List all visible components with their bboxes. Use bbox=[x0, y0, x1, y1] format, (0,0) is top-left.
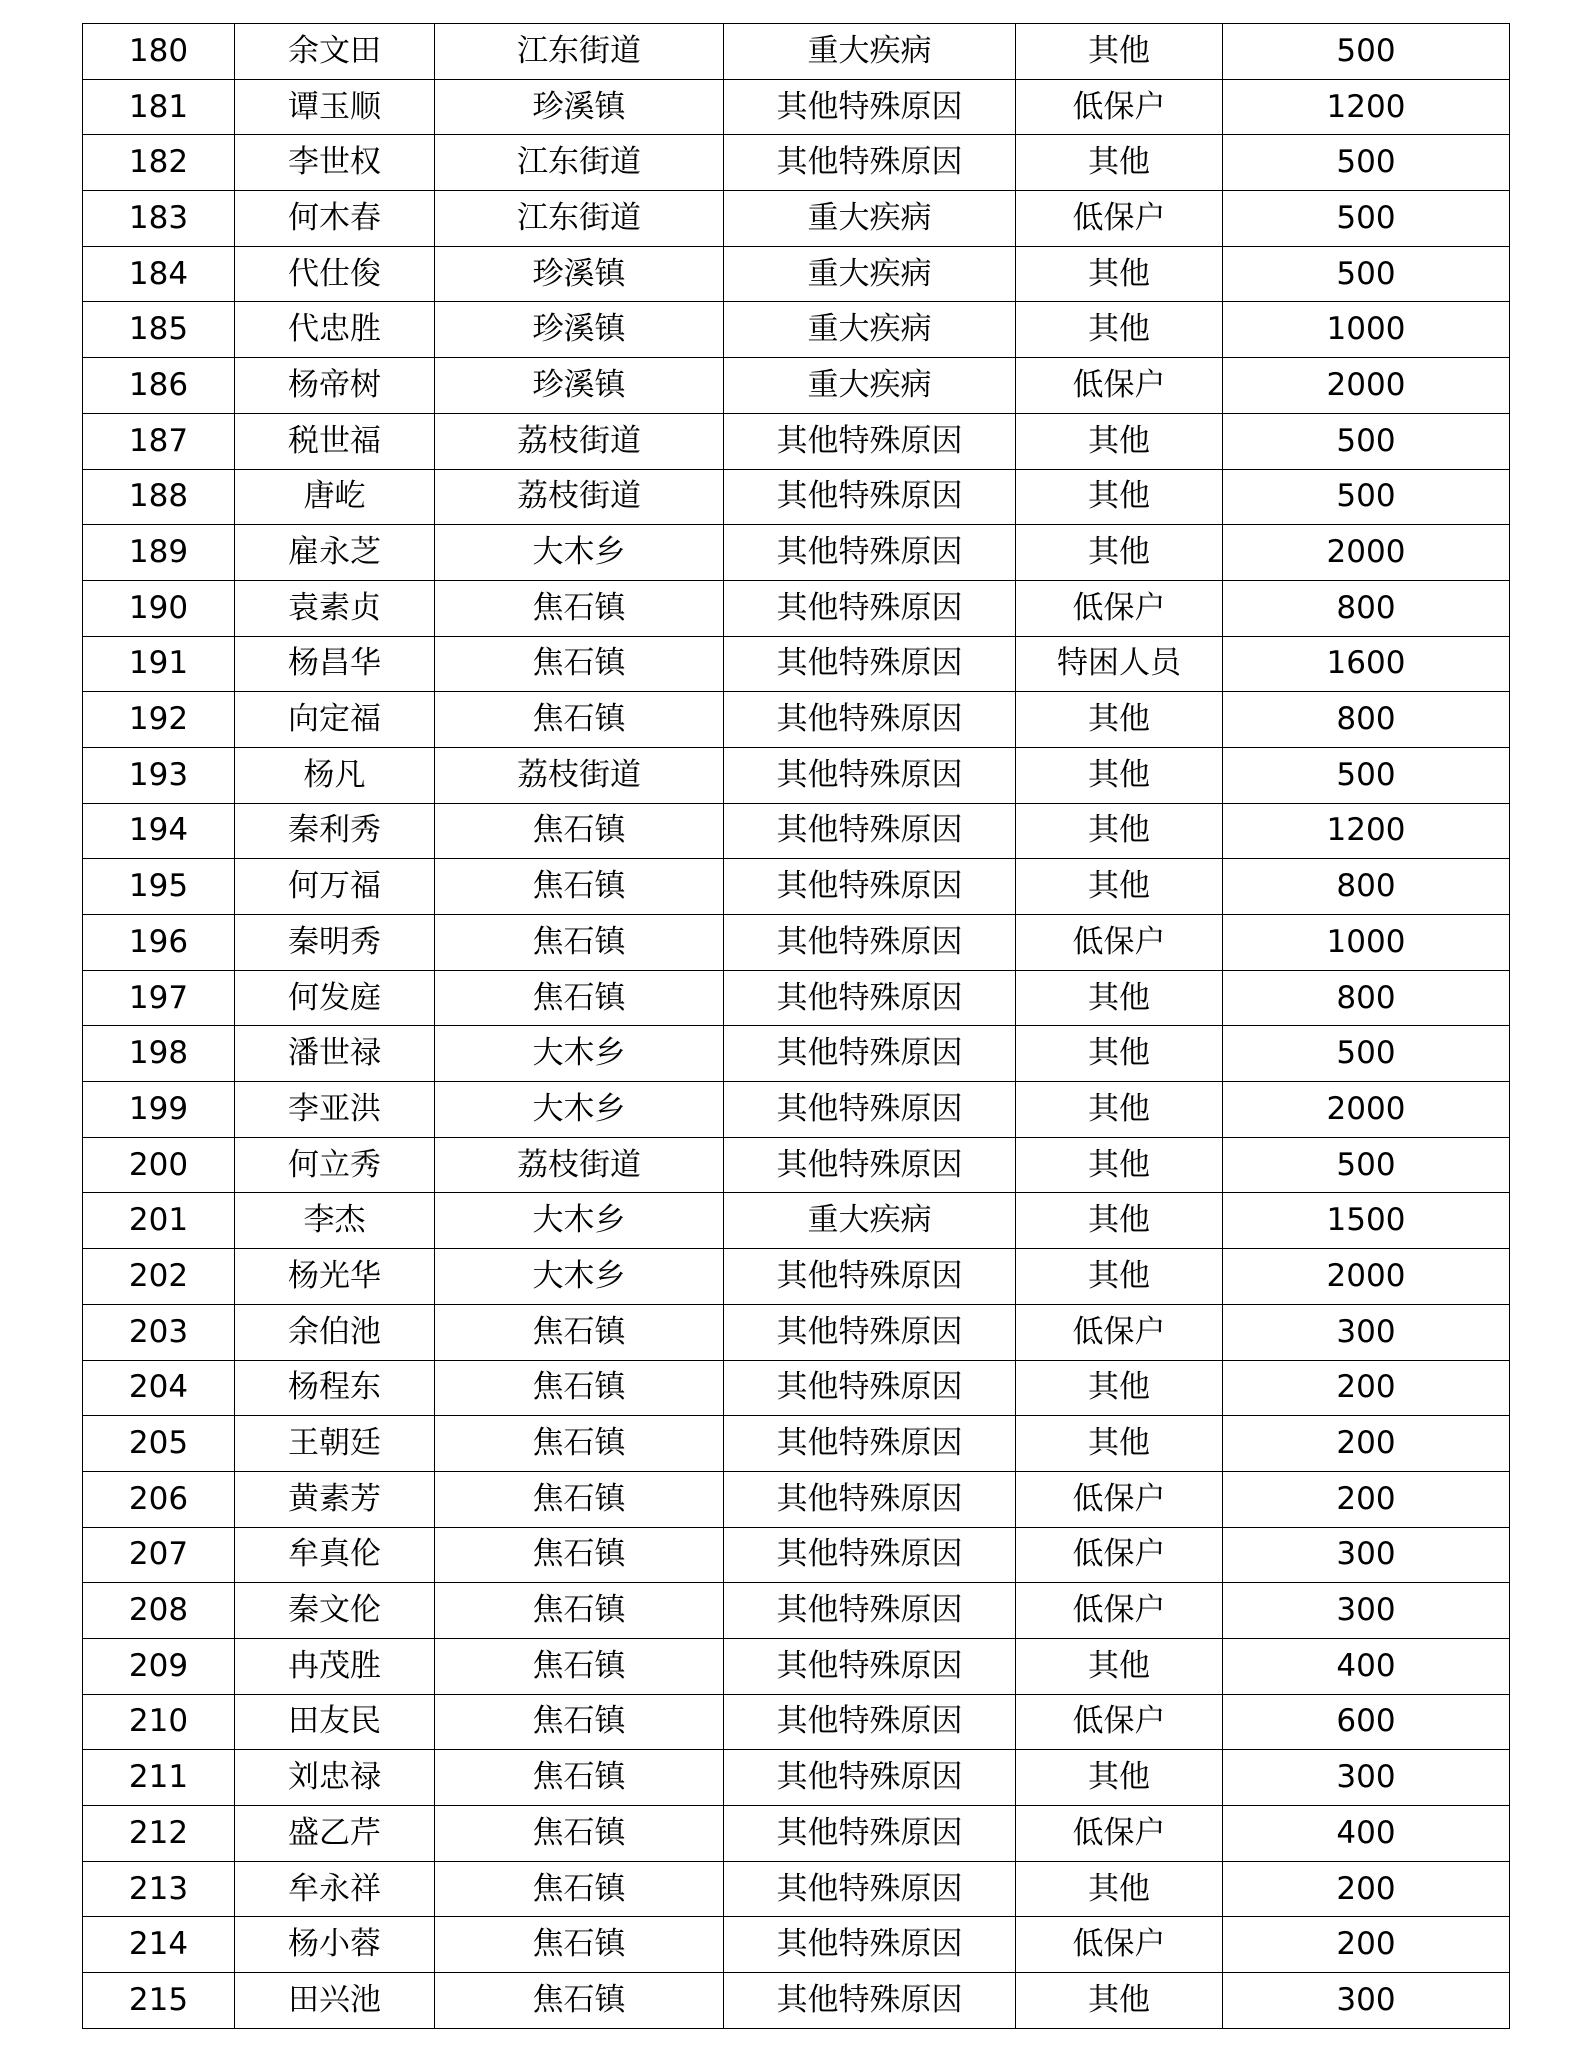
cell-reason: 其他特殊原因 bbox=[724, 1861, 1016, 1917]
cell-area: 焦石镇 bbox=[435, 970, 724, 1026]
cell-amount: 500 bbox=[1223, 469, 1510, 525]
table-row bbox=[83, 1249, 1510, 1305]
table-row bbox=[83, 1638, 1510, 1694]
cell-reason: 其他特殊原因 bbox=[724, 580, 1016, 636]
cell-number: 186 bbox=[83, 358, 235, 414]
cell-category: 其他 bbox=[1016, 747, 1223, 803]
cell-name: 王朝廷 bbox=[235, 1416, 435, 1472]
cell-number: 182 bbox=[83, 135, 235, 191]
cell-category: 其他 bbox=[1016, 246, 1223, 302]
cell-amount: 500 bbox=[1223, 135, 1510, 191]
table-row bbox=[83, 580, 1510, 636]
cell-amount: 2000 bbox=[1223, 358, 1510, 414]
table-row bbox=[83, 1137, 1510, 1193]
cell-reason: 其他特殊原因 bbox=[724, 970, 1016, 1026]
cell-reason: 其他特殊原因 bbox=[724, 1527, 1016, 1583]
cell-reason: 重大疾病 bbox=[724, 246, 1016, 302]
cell-amount: 300 bbox=[1223, 1527, 1510, 1583]
cell-name: 何发庭 bbox=[235, 970, 435, 1026]
cell-area: 焦石镇 bbox=[435, 692, 724, 748]
cell-area: 焦石镇 bbox=[435, 803, 724, 859]
table-row bbox=[83, 1583, 1510, 1639]
cell-name: 杨昌华 bbox=[235, 636, 435, 692]
table-row bbox=[83, 1304, 1510, 1360]
cell-amount: 800 bbox=[1223, 692, 1510, 748]
cell-amount: 800 bbox=[1223, 580, 1510, 636]
cell-area: 珍溪镇 bbox=[435, 79, 724, 135]
cell-name: 杨小蓉 bbox=[235, 1917, 435, 1973]
cell-reason: 其他特殊原因 bbox=[724, 636, 1016, 692]
cell-category: 低保户 bbox=[1016, 1806, 1223, 1862]
cell-area: 焦石镇 bbox=[435, 1304, 724, 1360]
cell-amount: 300 bbox=[1223, 1973, 1510, 2029]
cell-amount: 1000 bbox=[1223, 915, 1510, 971]
cell-amount: 1200 bbox=[1223, 79, 1510, 135]
cell-category: 低保户 bbox=[1016, 580, 1223, 636]
cell-reason: 重大疾病 bbox=[724, 1193, 1016, 1249]
cell-category: 其他 bbox=[1016, 1750, 1223, 1806]
cell-area: 大木乡 bbox=[435, 1193, 724, 1249]
cell-number: 210 bbox=[83, 1694, 235, 1750]
cell-name: 谭玉顺 bbox=[235, 79, 435, 135]
cell-amount: 300 bbox=[1223, 1583, 1510, 1639]
cell-number: 204 bbox=[83, 1360, 235, 1416]
table-row bbox=[83, 970, 1510, 1026]
cell-category: 其他 bbox=[1016, 1861, 1223, 1917]
cell-amount: 800 bbox=[1223, 970, 1510, 1026]
cell-number: 209 bbox=[83, 1638, 235, 1694]
cell-reason: 其他特殊原因 bbox=[724, 1082, 1016, 1138]
cell-number: 189 bbox=[83, 525, 235, 581]
cell-area: 荔枝街道 bbox=[435, 413, 724, 469]
cell-category: 低保户 bbox=[1016, 358, 1223, 414]
cell-reason: 其他特殊原因 bbox=[724, 915, 1016, 971]
cell-area: 焦石镇 bbox=[435, 915, 724, 971]
cell-name: 黄素芳 bbox=[235, 1471, 435, 1527]
cell-category: 其他 bbox=[1016, 859, 1223, 915]
cell-number: 187 bbox=[83, 413, 235, 469]
cell-amount: 200 bbox=[1223, 1416, 1510, 1472]
cell-name: 雇永芝 bbox=[235, 525, 435, 581]
cell-amount: 500 bbox=[1223, 246, 1510, 302]
cell-amount: 200 bbox=[1223, 1861, 1510, 1917]
table-row bbox=[83, 191, 1510, 247]
cell-amount: 600 bbox=[1223, 1694, 1510, 1750]
cell-name: 李亚洪 bbox=[235, 1082, 435, 1138]
cell-area: 珍溪镇 bbox=[435, 246, 724, 302]
cell-name: 代仕俊 bbox=[235, 246, 435, 302]
cell-area: 珍溪镇 bbox=[435, 358, 724, 414]
cell-category: 其他 bbox=[1016, 1193, 1223, 1249]
cell-category: 低保户 bbox=[1016, 1583, 1223, 1639]
relief-table bbox=[82, 23, 1510, 2029]
cell-number: 184 bbox=[83, 246, 235, 302]
cell-amount: 500 bbox=[1223, 24, 1510, 80]
cell-category: 其他 bbox=[1016, 1249, 1223, 1305]
cell-area: 江东街道 bbox=[435, 191, 724, 247]
table-row bbox=[83, 24, 1510, 80]
cell-reason: 其他特殊原因 bbox=[724, 1694, 1016, 1750]
cell-name: 杨光华 bbox=[235, 1249, 435, 1305]
cell-number: 206 bbox=[83, 1471, 235, 1527]
cell-number: 188 bbox=[83, 469, 235, 525]
cell-category: 其他 bbox=[1016, 469, 1223, 525]
cell-reason: 重大疾病 bbox=[724, 358, 1016, 414]
cell-number: 191 bbox=[83, 636, 235, 692]
cell-area: 江东街道 bbox=[435, 135, 724, 191]
table-row bbox=[83, 525, 1510, 581]
cell-number: 197 bbox=[83, 970, 235, 1026]
table-row bbox=[83, 1750, 1510, 1806]
cell-reason: 其他特殊原因 bbox=[724, 1583, 1016, 1639]
cell-area: 焦石镇 bbox=[435, 1471, 724, 1527]
cell-category: 低保户 bbox=[1016, 915, 1223, 971]
cell-area: 荔枝街道 bbox=[435, 747, 724, 803]
cell-amount: 1600 bbox=[1223, 636, 1510, 692]
table-row bbox=[83, 302, 1510, 358]
cell-name: 杨程东 bbox=[235, 1360, 435, 1416]
table-row bbox=[83, 358, 1510, 414]
cell-name: 税世福 bbox=[235, 413, 435, 469]
cell-area: 焦石镇 bbox=[435, 859, 724, 915]
cell-reason: 重大疾病 bbox=[724, 24, 1016, 80]
cell-name: 田友民 bbox=[235, 1694, 435, 1750]
table-row bbox=[83, 692, 1510, 748]
cell-name: 余伯池 bbox=[235, 1304, 435, 1360]
table-row bbox=[83, 1861, 1510, 1917]
cell-area: 珍溪镇 bbox=[435, 302, 724, 358]
table-row bbox=[83, 1973, 1510, 2029]
table-row bbox=[83, 1694, 1510, 1750]
cell-name: 田兴池 bbox=[235, 1973, 435, 2029]
cell-amount: 800 bbox=[1223, 859, 1510, 915]
cell-area: 焦石镇 bbox=[435, 1694, 724, 1750]
cell-reason: 其他特殊原因 bbox=[724, 1416, 1016, 1472]
cell-number: 183 bbox=[83, 191, 235, 247]
cell-number: 211 bbox=[83, 1750, 235, 1806]
cell-reason: 其他特殊原因 bbox=[724, 1471, 1016, 1527]
cell-number: 213 bbox=[83, 1861, 235, 1917]
cell-name: 盛乙芹 bbox=[235, 1806, 435, 1862]
cell-reason: 其他特殊原因 bbox=[724, 692, 1016, 748]
cell-area: 焦石镇 bbox=[435, 1360, 724, 1416]
cell-area: 大木乡 bbox=[435, 1026, 724, 1082]
cell-name: 牟永祥 bbox=[235, 1861, 435, 1917]
table-body bbox=[83, 24, 1510, 2029]
cell-number: 180 bbox=[83, 24, 235, 80]
cell-amount: 200 bbox=[1223, 1917, 1510, 1973]
table-row bbox=[83, 747, 1510, 803]
cell-name: 何立秀 bbox=[235, 1137, 435, 1193]
cell-category: 低保户 bbox=[1016, 1304, 1223, 1360]
cell-category: 其他 bbox=[1016, 135, 1223, 191]
table-row bbox=[83, 79, 1510, 135]
cell-name: 杨帝树 bbox=[235, 358, 435, 414]
cell-area: 焦石镇 bbox=[435, 1917, 724, 1973]
cell-number: 190 bbox=[83, 580, 235, 636]
cell-name: 李杰 bbox=[235, 1193, 435, 1249]
cell-number: 207 bbox=[83, 1527, 235, 1583]
cell-number: 208 bbox=[83, 1583, 235, 1639]
cell-area: 大木乡 bbox=[435, 1082, 724, 1138]
cell-number: 194 bbox=[83, 803, 235, 859]
cell-area: 荔枝街道 bbox=[435, 1137, 724, 1193]
cell-category: 其他 bbox=[1016, 1360, 1223, 1416]
cell-number: 195 bbox=[83, 859, 235, 915]
table-row bbox=[83, 915, 1510, 971]
cell-area: 焦石镇 bbox=[435, 1861, 724, 1917]
cell-reason: 其他特殊原因 bbox=[724, 859, 1016, 915]
cell-amount: 400 bbox=[1223, 1806, 1510, 1862]
table-row bbox=[83, 135, 1510, 191]
cell-amount: 300 bbox=[1223, 1750, 1510, 1806]
cell-amount: 1000 bbox=[1223, 302, 1510, 358]
cell-name: 唐屹 bbox=[235, 469, 435, 525]
cell-area: 焦石镇 bbox=[435, 1806, 724, 1862]
cell-area: 焦石镇 bbox=[435, 1750, 724, 1806]
cell-category: 低保户 bbox=[1016, 1471, 1223, 1527]
cell-category: 其他 bbox=[1016, 1137, 1223, 1193]
cell-category: 其他 bbox=[1016, 1026, 1223, 1082]
cell-category: 其他 bbox=[1016, 1416, 1223, 1472]
cell-category: 其他 bbox=[1016, 1082, 1223, 1138]
cell-reason: 其他特殊原因 bbox=[724, 803, 1016, 859]
cell-amount: 200 bbox=[1223, 1360, 1510, 1416]
cell-number: 192 bbox=[83, 692, 235, 748]
table-row bbox=[83, 1471, 1510, 1527]
table-row bbox=[83, 859, 1510, 915]
cell-category: 低保户 bbox=[1016, 1917, 1223, 1973]
table-row bbox=[83, 1917, 1510, 1973]
cell-number: 196 bbox=[83, 915, 235, 971]
cell-area: 江东街道 bbox=[435, 24, 724, 80]
cell-number: 185 bbox=[83, 302, 235, 358]
cell-reason: 其他特殊原因 bbox=[724, 1137, 1016, 1193]
cell-reason: 其他特殊原因 bbox=[724, 1917, 1016, 1973]
cell-category: 低保户 bbox=[1016, 191, 1223, 247]
table-row bbox=[83, 246, 1510, 302]
cell-name: 李世权 bbox=[235, 135, 435, 191]
cell-number: 205 bbox=[83, 1416, 235, 1472]
table-row bbox=[83, 1082, 1510, 1138]
cell-number: 193 bbox=[83, 747, 235, 803]
cell-reason: 其他特殊原因 bbox=[724, 1304, 1016, 1360]
cell-reason: 其他特殊原因 bbox=[724, 747, 1016, 803]
cell-number: 200 bbox=[83, 1137, 235, 1193]
cell-name: 何万福 bbox=[235, 859, 435, 915]
cell-reason: 其他特殊原因 bbox=[724, 1973, 1016, 2029]
cell-reason: 其他特殊原因 bbox=[724, 135, 1016, 191]
cell-amount: 1200 bbox=[1223, 803, 1510, 859]
cell-area: 大木乡 bbox=[435, 525, 724, 581]
cell-reason: 其他特殊原因 bbox=[724, 413, 1016, 469]
cell-amount: 200 bbox=[1223, 1471, 1510, 1527]
cell-category: 低保户 bbox=[1016, 1694, 1223, 1750]
cell-number: 199 bbox=[83, 1082, 235, 1138]
cell-amount: 500 bbox=[1223, 191, 1510, 247]
cell-area: 荔枝街道 bbox=[435, 469, 724, 525]
cell-reason: 其他特殊原因 bbox=[724, 1249, 1016, 1305]
cell-reason: 其他特殊原因 bbox=[724, 1750, 1016, 1806]
cell-number: 198 bbox=[83, 1026, 235, 1082]
cell-reason: 重大疾病 bbox=[724, 302, 1016, 358]
cell-amount: 500 bbox=[1223, 1137, 1510, 1193]
cell-category: 其他 bbox=[1016, 302, 1223, 358]
cell-number: 181 bbox=[83, 79, 235, 135]
cell-category: 特困人员 bbox=[1016, 636, 1223, 692]
cell-category: 其他 bbox=[1016, 803, 1223, 859]
cell-reason: 重大疾病 bbox=[724, 191, 1016, 247]
cell-area: 焦石镇 bbox=[435, 1527, 724, 1583]
cell-reason: 其他特殊原因 bbox=[724, 1638, 1016, 1694]
table-row bbox=[83, 1026, 1510, 1082]
table-row bbox=[83, 636, 1510, 692]
cell-number: 203 bbox=[83, 1304, 235, 1360]
cell-name: 秦明秀 bbox=[235, 915, 435, 971]
cell-area: 焦石镇 bbox=[435, 1638, 724, 1694]
table-row bbox=[83, 803, 1510, 859]
cell-name: 冉茂胜 bbox=[235, 1638, 435, 1694]
cell-area: 焦石镇 bbox=[435, 1973, 724, 2029]
cell-amount: 500 bbox=[1223, 747, 1510, 803]
table-row bbox=[83, 1416, 1510, 1472]
cell-area: 焦石镇 bbox=[435, 1416, 724, 1472]
cell-number: 214 bbox=[83, 1917, 235, 1973]
cell-name: 代忠胜 bbox=[235, 302, 435, 358]
cell-area: 焦石镇 bbox=[435, 1583, 724, 1639]
cell-name: 刘忠禄 bbox=[235, 1750, 435, 1806]
cell-name: 余文田 bbox=[235, 24, 435, 80]
cell-amount: 300 bbox=[1223, 1304, 1510, 1360]
cell-area: 焦石镇 bbox=[435, 580, 724, 636]
cell-category: 低保户 bbox=[1016, 1527, 1223, 1583]
cell-name: 杨凡 bbox=[235, 747, 435, 803]
cell-number: 212 bbox=[83, 1806, 235, 1862]
cell-name: 何木春 bbox=[235, 191, 435, 247]
cell-reason: 其他特殊原因 bbox=[724, 525, 1016, 581]
cell-amount: 500 bbox=[1223, 1026, 1510, 1082]
cell-reason: 其他特殊原因 bbox=[724, 1806, 1016, 1862]
cell-category: 其他 bbox=[1016, 970, 1223, 1026]
cell-category: 其他 bbox=[1016, 24, 1223, 80]
cell-category: 低保户 bbox=[1016, 79, 1223, 135]
cell-amount: 400 bbox=[1223, 1638, 1510, 1694]
cell-amount: 2000 bbox=[1223, 1082, 1510, 1138]
table-row bbox=[83, 413, 1510, 469]
table-row bbox=[83, 1193, 1510, 1249]
cell-number: 201 bbox=[83, 1193, 235, 1249]
table-row bbox=[83, 1527, 1510, 1583]
cell-name: 秦利秀 bbox=[235, 803, 435, 859]
cell-area: 大木乡 bbox=[435, 1249, 724, 1305]
cell-reason: 其他特殊原因 bbox=[724, 79, 1016, 135]
cell-name: 秦文伦 bbox=[235, 1583, 435, 1639]
cell-reason: 其他特殊原因 bbox=[724, 1360, 1016, 1416]
cell-amount: 2000 bbox=[1223, 525, 1510, 581]
cell-name: 潘世禄 bbox=[235, 1026, 435, 1082]
cell-category: 其他 bbox=[1016, 1638, 1223, 1694]
table-row bbox=[83, 469, 1510, 525]
cell-name: 向定福 bbox=[235, 692, 435, 748]
cell-reason: 其他特殊原因 bbox=[724, 469, 1016, 525]
cell-category: 其他 bbox=[1016, 413, 1223, 469]
cell-amount: 2000 bbox=[1223, 1249, 1510, 1305]
cell-reason: 其他特殊原因 bbox=[724, 1026, 1016, 1082]
table-row bbox=[83, 1806, 1510, 1862]
cell-category: 其他 bbox=[1016, 1973, 1223, 2029]
cell-number: 215 bbox=[83, 1973, 235, 2029]
cell-name: 牟真伦 bbox=[235, 1527, 435, 1583]
cell-amount: 1500 bbox=[1223, 1193, 1510, 1249]
cell-category: 其他 bbox=[1016, 692, 1223, 748]
table-row bbox=[83, 1360, 1510, 1416]
cell-amount: 500 bbox=[1223, 413, 1510, 469]
cell-number: 202 bbox=[83, 1249, 235, 1305]
cell-category: 其他 bbox=[1016, 525, 1223, 581]
cell-area: 焦石镇 bbox=[435, 636, 724, 692]
cell-name: 袁素贞 bbox=[235, 580, 435, 636]
